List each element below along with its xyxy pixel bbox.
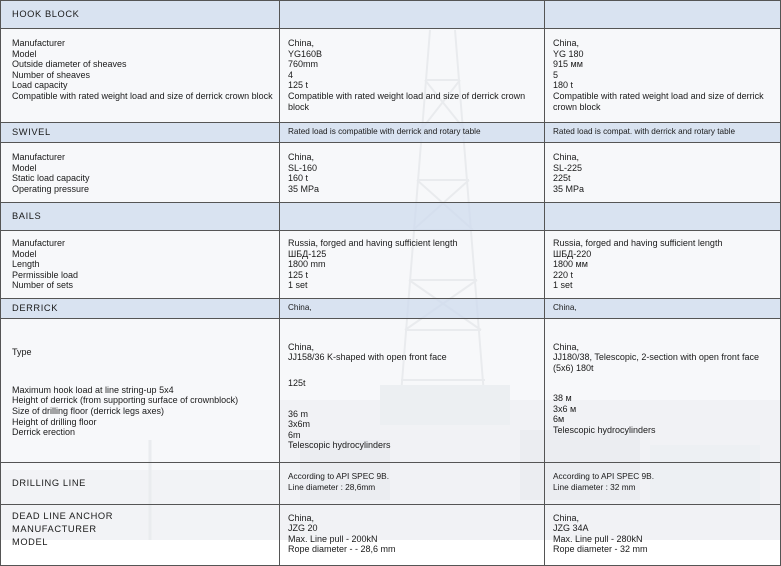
- spec-labels: Manufacturer Model Outside diameter of sheaves Number of sheaves Load capacity Compatible with rated weight load and size of derrick crown block: [1, 29, 280, 123]
- section-note-col2: Rated load is compatible with derrick and rotary table: [280, 123, 545, 143]
- spec-labels: Manufacturer Model Length Permissible load Number of sets: [1, 231, 280, 299]
- section-dead-line-anchor: [1, 504, 781, 565]
- section-title: DEAD LINE ANCHOR MANUFACTURER MODEL: [1, 504, 280, 565]
- section-header-swivel: [1, 123, 781, 143]
- spec-labels: Manufacturer Model Static load capacity Operating pressure: [1, 143, 280, 203]
- section-title: HOOK BLOCK: [1, 1, 280, 29]
- section-title: BAILS: [1, 203, 280, 231]
- spec-values-col2: China, YG160B 760mm 4 125 t Compatible with rated weight load and size of derrick crown block: [280, 29, 545, 123]
- table-row: [1, 143, 781, 203]
- spec-values-col2: Russia, forged and having sufficient length ШБД-125 1800 mm 125 t 1 set: [280, 231, 545, 299]
- section-drilling-line: [1, 462, 781, 504]
- spec-values-col3: According to API SPEC 9B. Line diameter : 32 mm: [545, 462, 781, 504]
- spec-value-type-col3: China, JJ180/38, Telescopic, 2-section with open front face (5x6) 180t: [553, 341, 759, 373]
- spec-label-type: Type: [12, 346, 32, 357]
- spec-values-col3: 38 м 3x6 м 6м Telescopic hydrocylinders: [553, 392, 656, 435]
- spec-values-col2: 36 m 3x6m 6m Telescopic hydrocylinders: [288, 408, 391, 451]
- spec-values-col2: China, SL-160 160 t 35 MPa: [280, 143, 545, 203]
- section-title: DRILLING LINE: [1, 462, 280, 504]
- spec-value-load-col2: 125t: [288, 378, 306, 389]
- table-row: [1, 319, 781, 463]
- spec-values-col3: Russia, forged and having sufficient length ШБД-220 1800 мм 220 t 1 set: [545, 231, 781, 299]
- spec-labels: Maximum hook load at line string-up 5x4 Height of derrick (from supporting surface of crownblock) Size of drilling floor (derrick legs axes) Height of drilling floor Derrick erection: [12, 384, 239, 438]
- spec-values-col3: China, SL-225 225t 35 MPa: [545, 143, 781, 203]
- spec-values-col3: China, JZG 34A Max. Line pull - 280kN Rope diameter - 32 mm: [545, 504, 781, 565]
- section-header-derrick: [1, 299, 781, 319]
- section-header-hook-block: [1, 1, 781, 29]
- spec-values-col2: China, JZG 20 Max. Line pull - 200kN Rope diameter - - 28,6 mm: [280, 504, 545, 565]
- spec-values-col3: China, YG 180 915 мм 5 180 t Compatible with rated weight load and size of derrick crown block: [545, 29, 781, 123]
- section-title: SWIVEL: [1, 123, 280, 143]
- section-title: DERRICK: [1, 299, 280, 319]
- section-note-col3: China,: [545, 299, 781, 319]
- section-header-bails: [1, 203, 781, 231]
- table-row: [1, 231, 781, 299]
- table-row: [1, 29, 781, 123]
- spec-value-type-col2: China, JJ158/36 K-shaped with open front face: [288, 341, 447, 363]
- spec-values-col2: According to API SPEC 9B. Line diameter : 28,6mm: [280, 462, 545, 504]
- section-note-col2: China,: [280, 299, 545, 319]
- section-note-col3: Rated load is compat. with derrick and rotary table: [545, 123, 781, 143]
